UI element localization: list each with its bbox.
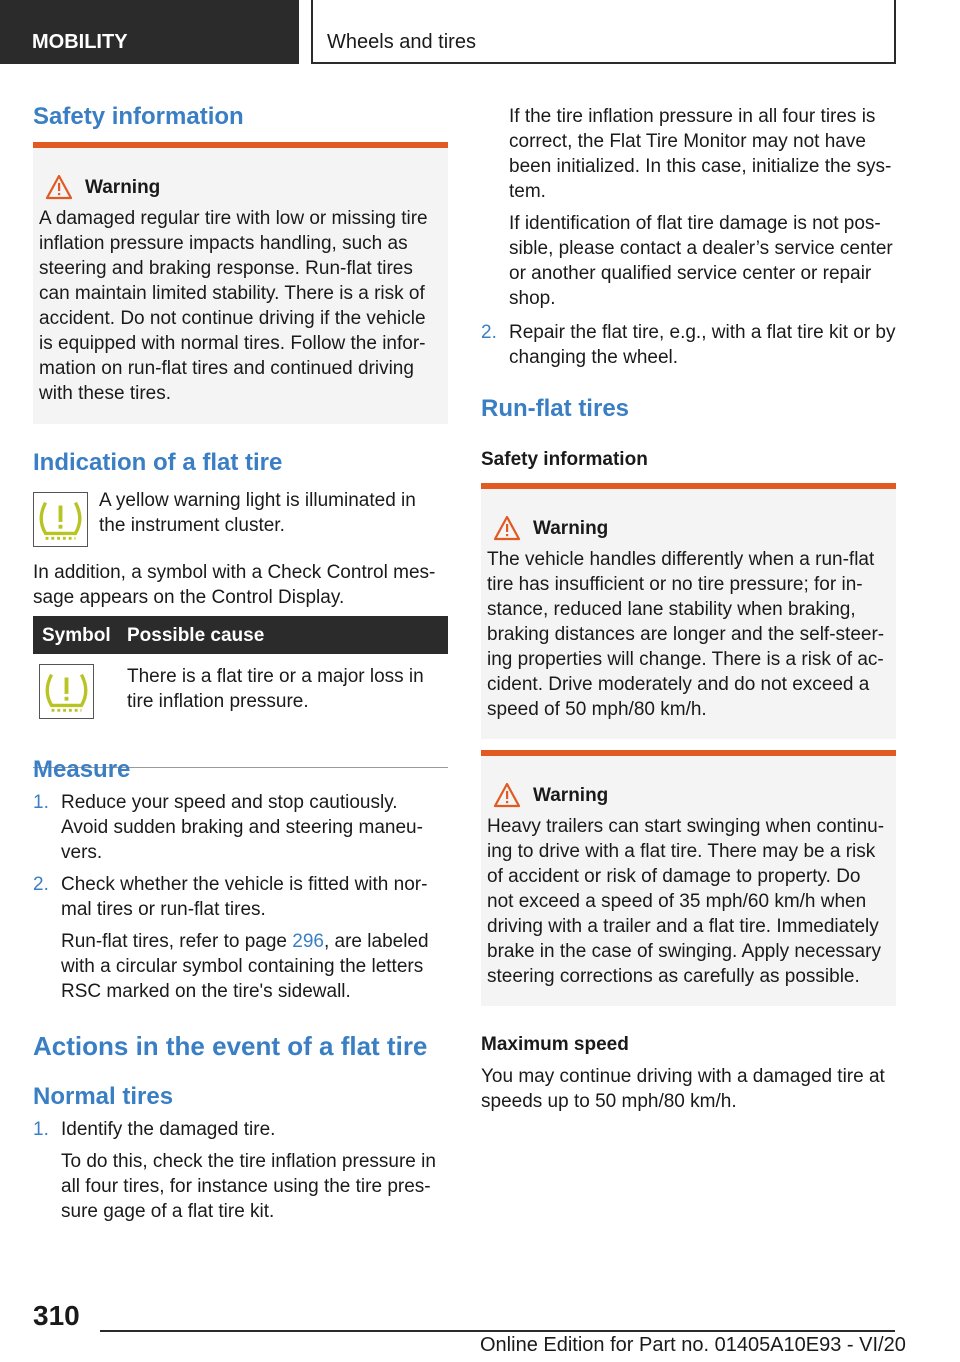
runflat-heading: Run-flat tires (481, 395, 630, 422)
section-label: MOBILITY (32, 31, 128, 53)
warning-label: Warning (533, 784, 609, 806)
chapter-title: Wheels and tires (327, 31, 476, 53)
warning-triangle-icon (45, 174, 73, 200)
list-text: Reduce your speed and stop cautiously. Avoid sudden braking and steering maneu-vers. (61, 792, 423, 863)
symbol-table (33, 616, 448, 768)
warning-text: The vehicle handles differently when a run-flat tire has insufficient or no tire pressure; for in-stance, reduced lane stability when braking, braking distances are longer and the self-steer-ing properties will change. There is a risk of ac-cident. Drive moderately and do not exceed a speed of 50 mph/80 km/h. (487, 549, 885, 720)
max-speed-section (481, 1032, 896, 1114)
measure-list (33, 790, 448, 1004)
page-number: 310 (33, 1300, 80, 1331)
warning-triangle-icon (493, 515, 521, 541)
indication-check-text: In addition, a symbol with a Check Control mes-sage appears on the Control Display. (33, 562, 436, 608)
max-speed-text: You may continue driving with a damaged tire at speeds up to 50 mph/80 km/h. (481, 1066, 885, 1112)
table-row (33, 654, 448, 768)
table-cell-cause: There is a flat tire or a major loss in tire inflation pressure. (127, 666, 424, 712)
list-subtext: Run-flat tires, refer to page 296, are labeled with a circular symbol containing the letters RSC marked on the tire's sidewall. (61, 931, 429, 1002)
table-header-symbol: Symbol (42, 624, 111, 646)
list-number: 2. (33, 874, 49, 895)
normal-tires-heading: Normal tires (33, 1083, 174, 1110)
runflat-warning-box-1 (481, 483, 896, 739)
safety-warning-box (33, 142, 448, 424)
flat-tire-warning-icon (33, 492, 88, 547)
flat-tire-symbol-icon (39, 664, 94, 719)
chapter-header (311, 0, 896, 64)
page-reference-link[interactable]: 296 (292, 931, 324, 952)
list-text: Repair the flat tire, e.g., with a flat tire kit or by changing the wheel. (509, 322, 896, 368)
table-header-cause: Possible cause (127, 624, 265, 646)
warning-label: Warning (533, 517, 609, 539)
list-text: Check whether the vehicle is fitted with nor-mal tires or run-flat tires. (61, 874, 428, 920)
list-subtext: To do this, check the tire inflation pressure in all four tires, for instance using the tire pres-sure gage of a flat tire kit. (61, 1151, 436, 1222)
list-item (481, 320, 901, 370)
max-speed-heading: Maximum speed (481, 1034, 629, 1055)
actions-continued (509, 104, 897, 311)
list-text: Identify the damaged tire. (61, 1119, 276, 1140)
warning-text: Heavy trailers can start swinging when continu-ing to drive with a flat tire. There may be a risk of accident or risk of damage to property. Do not exceed a speed of 35 mph/60 km/h when driving with a trailer and a flat tire. Immediately brake in the case of swinging. Apply necessary steering corrections as carefully as possible. (487, 816, 885, 987)
list-number: 2. (481, 322, 497, 343)
actions-list-2 (481, 320, 901, 377)
actions-section (33, 1030, 448, 1231)
indication-section (33, 448, 448, 478)
runflat-warning-box-2 (481, 750, 896, 1006)
warning-triangle-icon (493, 782, 521, 808)
safety-heading: Safety information (33, 103, 244, 130)
table-header (33, 616, 448, 654)
indication-light-text: A yellow warning light is illuminated in the instrument cluster. (99, 490, 416, 536)
safety-heading-block (33, 102, 448, 132)
actions-list (33, 1117, 448, 1224)
warning-text: A damaged regular tire with low or missing tire inflation pressure impacts handling, such as steering and braking response. Run-flat tires can maintain limited stability. There is a risk of accident. Do not continue driving if the vehicle is equipped with normal tires. Follow the infor-mation on run-flat tires and continued driving with these tires. (39, 208, 428, 404)
table-cell-symbol (33, 664, 127, 767)
measure-heading: Measure (33, 756, 131, 783)
warning-title (487, 515, 888, 541)
section-tab (0, 0, 299, 64)
list-item (33, 872, 448, 1004)
measure-section (33, 755, 448, 1011)
continued-text-2: If identification of flat tire damage is not pos-sible, please contact a dealer’s service center or another qualified service center or repair shop. (509, 213, 893, 309)
list-number: 1. (33, 1119, 49, 1140)
indication-heading: Indication of a flat tire (33, 449, 283, 476)
warning-label: Warning (85, 176, 161, 198)
list-number: 1. (33, 792, 49, 813)
runflat-subheading: Safety information (481, 449, 648, 470)
warning-title (39, 174, 440, 200)
list-item (33, 790, 448, 865)
runflat-section (481, 394, 896, 472)
continued-text-1: If the tire inflation pressure in all four tires is correct, the Flat Tire Monitor may not have been initialized. In this case, initialize the sys-tem. (509, 106, 892, 202)
footer-edition: Online Edition for Part no. 01405A10E93 - VI/20 (480, 1334, 906, 1356)
list-item (33, 1117, 448, 1224)
actions-heading: Actions in the event of a flat tire (33, 1031, 428, 1061)
warning-title (487, 782, 888, 808)
